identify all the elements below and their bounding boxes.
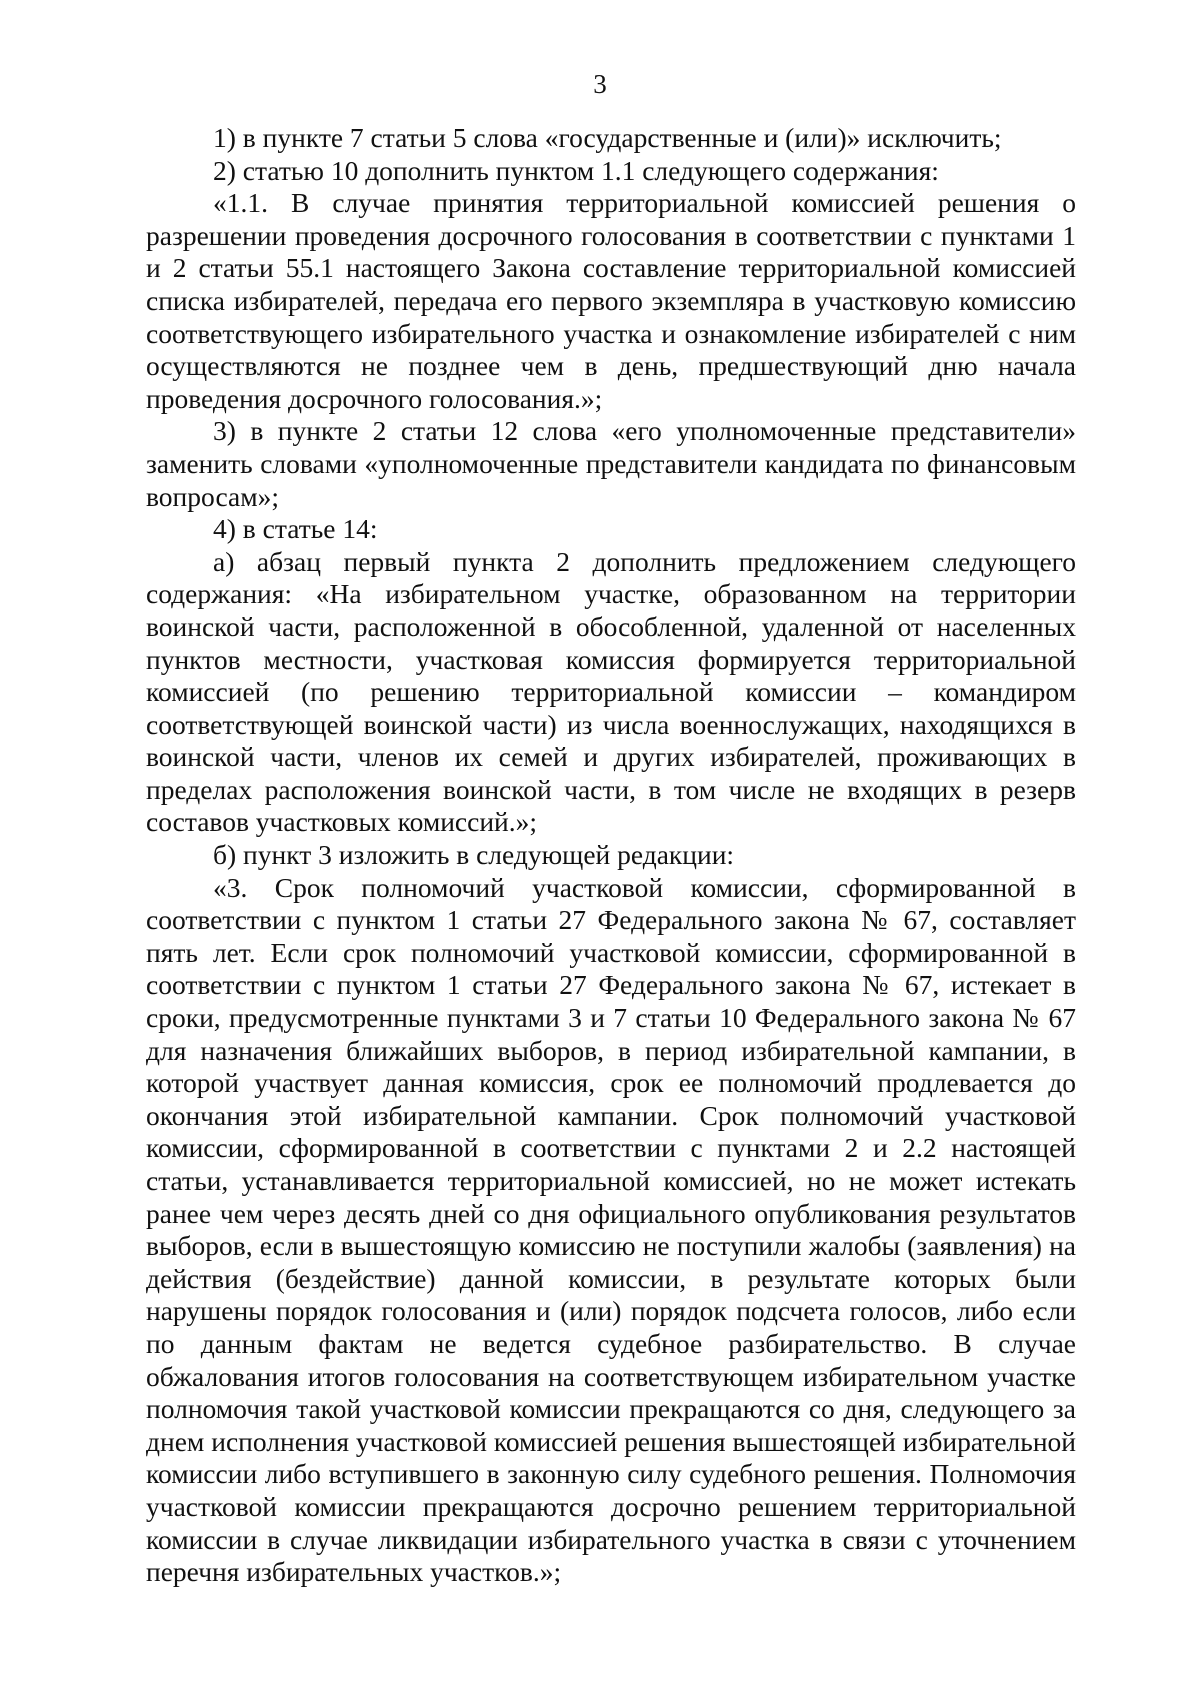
amendment-subitem-b: б) пункт 3 изложить в следующей редакции: xyxy=(213,839,735,871)
amendment-subitem-a: а) абзац первый пункта 2 дополнить предложением следующего содержания: «На избирательном участке, образованном на территории воинской части, расположенной в обособленной, удаленной от населенных пунктов местности, участковая комиссия формируется территориальной комиссией (по решению территориальной комиссии – командиром соответствующей воинской части) из числа военнослужащих, находящихся в воинской части, членов их семей и других избирателей, проживающих в пределах расположения воинской части, в том числе не входящих в резерв составов участковых комиссий.»; xyxy=(146,545,1076,838)
document-body xyxy=(146,122,1076,1589)
amendment-item-4: 4) в статье 14: xyxy=(213,513,378,545)
quoted-clause-3: «3. Срок полномочий участковой комиссии, сформированной в соответствии с пунктом 1 статьи 27 Федерального закона № 67, составляет пять лет. Если срок полномочий участковой комиссии, сформированной в соответствии с пунктом 1 статьи 27 Федерального закона № 67, истекает в сроки, предусмотренные пунктами 3 и 7 статьи 10 Федерального закона № 67 для назначения ближайших выборов, в период избирательной кампании, в которой участвует данная комиссия, срок ее полномочий продлевается до окончания этой избирательной кампании. Срок полномочий участковой комиссии, сформированной в соответствии с пунктами 2 и 2.2 настоящей статьи, устанавливается территориальной комиссией, но не может истекать ранее чем через десять дней со дня официального опубликования результатов выборов, если в вышестоящую комиссию не поступили жалобы (заявления) на действия (бездействие) данной комиссии, в результате которых были нарушены порядок голосования и (или) порядок подсчета голосов, либо если по данным фактам не ведется судебное разбирательство. В случае обжалования итогов голосования на соответствующем избирательном участке полномочия такой участковой комиссии прекращаются со дня, следующего за днем исполнения участковой комиссией решения вышестоящей избирательной комиссии либо вступившего в законную силу судебного решения. Полномочия участковой комиссии прекращаются досрочно решением территориальной комиссии в случае ликвидации избирательного участка в связи с уточнением перечня избирательных участков.»; xyxy=(146,871,1076,1588)
page-number: 3 xyxy=(593,69,607,99)
amendment-item-2: 2) статью 10 дополнить пунктом 1.1 следующего содержания: xyxy=(213,154,939,186)
amendment-item-1: 1) в пункте 7 статьи 5 слова «государственные и (или)» исключить; xyxy=(213,122,1002,153)
amendment-item-3: 3) в пункте 2 статьи 12 слова «его уполномоченные представители» заменить словами «уполномоченные представители кандидата по финансовым вопросам»; xyxy=(146,415,1076,512)
quoted-clause-1-1: «1.1. В случае принятия территориальной комиссией решения о разрешении проведения досрочного голосования в соответствии с пунктами 1 и 2 статьи 55.1 настоящего Закона составление территориальной комиссией списка избирателей, передача его первого экземпляра в участковую комиссию соответствующего избирательного участка и ознакомление избирателей с ним осуществляются не позднее чем в день, предшествующий дню начала проведения досрочного голосования.»; xyxy=(146,187,1076,414)
